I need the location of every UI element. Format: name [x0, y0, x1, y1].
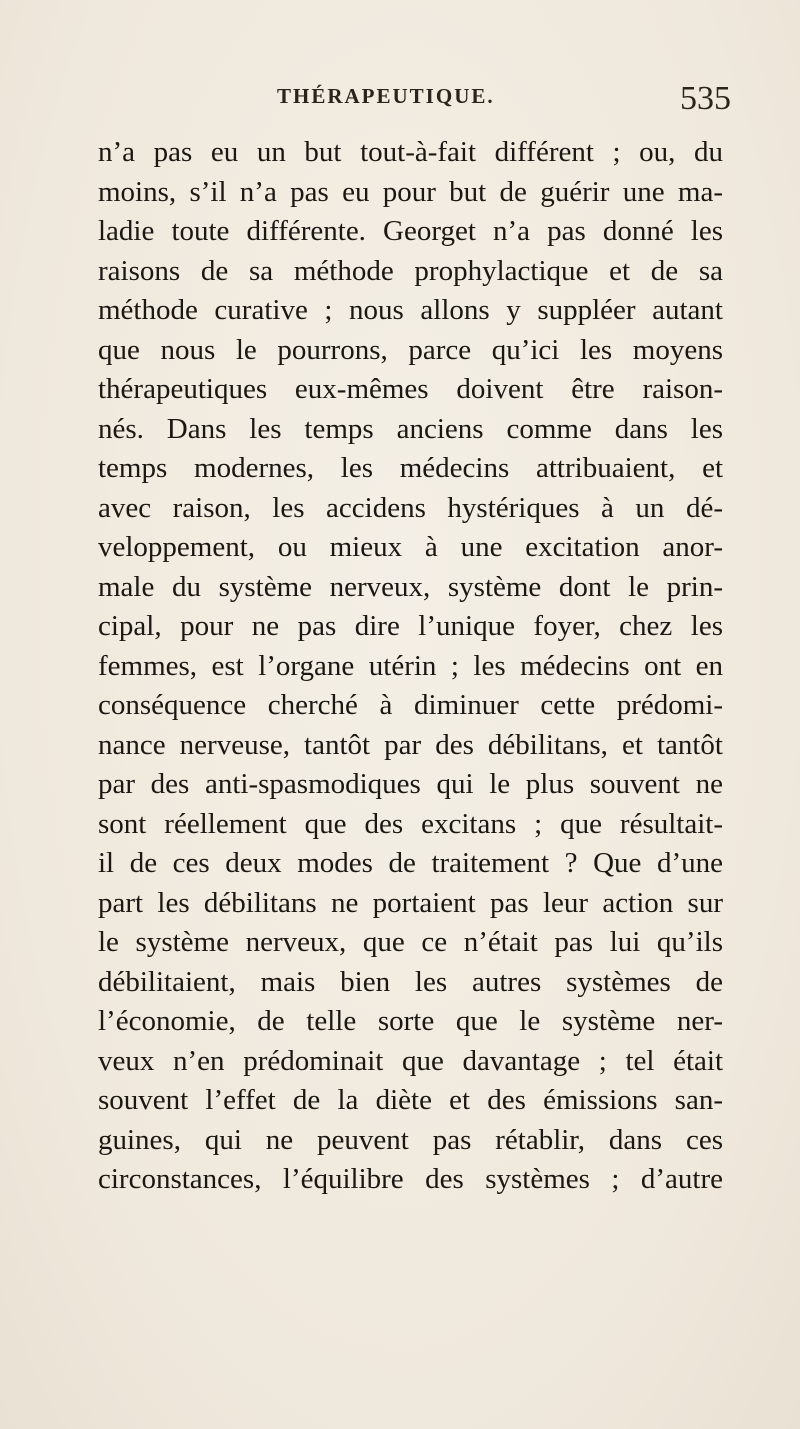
text-line: nés. Dans les temps anciens comme dans les	[98, 412, 723, 445]
text-line: nance nerveuse, tantôt par des débilitans, et tantôt	[98, 728, 723, 761]
text-line: moins, s’il n’a pas eu pour but de guérir une ma-	[98, 175, 723, 208]
text-line: raisons de sa méthode prophylactique et de sa	[98, 254, 723, 287]
text-line: avec raison, les accidens hystériques à un dé-	[98, 491, 723, 524]
text-line: femmes, est l’organe utérin ; les médecins ont en	[98, 649, 723, 682]
text-line: cipal, pour ne pas dire l’unique foyer, chez les	[98, 610, 723, 642]
text-line: veloppement, ou mieux à une excitation anor-	[98, 531, 723, 563]
text-line: guines, qui ne peuvent pas rétablir, dans ces	[98, 1123, 723, 1156]
text-line: male du système nerveux, système dont le prin-	[98, 570, 723, 603]
text-line: n’a pas eu un but tout-à-fait différent ; ou, du	[98, 136, 723, 168]
text-line: que nous le pourrons, parce qu’ici les moyens	[98, 333, 723, 366]
text-line: ladie toute différente. Georget n’a pas donné les	[98, 215, 723, 247]
text-line: thérapeutiques eux-mêmes doivent être raison-	[98, 373, 723, 405]
body-text	[98, 133, 723, 1200]
page-number: 535	[680, 80, 731, 117]
text-line: il de ces deux modes de traitement ? Que d’une	[98, 847, 723, 879]
running-title: THÉRAPEUTIQUE.	[277, 84, 495, 108]
text-line: conséquence cherché à diminuer cette prédomi-	[98, 689, 723, 721]
text-line: veux n’en prédominait que davantage ; tel était	[98, 1044, 723, 1077]
text-line: l’économie, de telle sorte que le système ner-	[98, 1005, 723, 1037]
text-line: le système nerveux, que ce n’était pas lui qu’ils	[98, 926, 723, 958]
page-header	[0, 80, 800, 130]
text-line: méthode curative ; nous allons y suppléer autant	[98, 294, 723, 326]
text-line: temps modernes, les médecins attribuaient, et	[98, 452, 723, 484]
text-line: par des anti-spasmodiques qui le plus souvent ne	[98, 768, 723, 800]
text-line: souvent l’effet de la diète et des émissions san-	[98, 1084, 723, 1116]
text-line: débilitaient, mais bien les autres systèmes de	[98, 965, 723, 998]
text-line: circonstances, l’équilibre des systèmes ; d’autre	[98, 1163, 723, 1195]
text-line: part les débilitans ne portaient pas leur action sur	[98, 886, 723, 919]
text-line: sont réellement que des excitans ; que résultait-	[98, 807, 723, 840]
